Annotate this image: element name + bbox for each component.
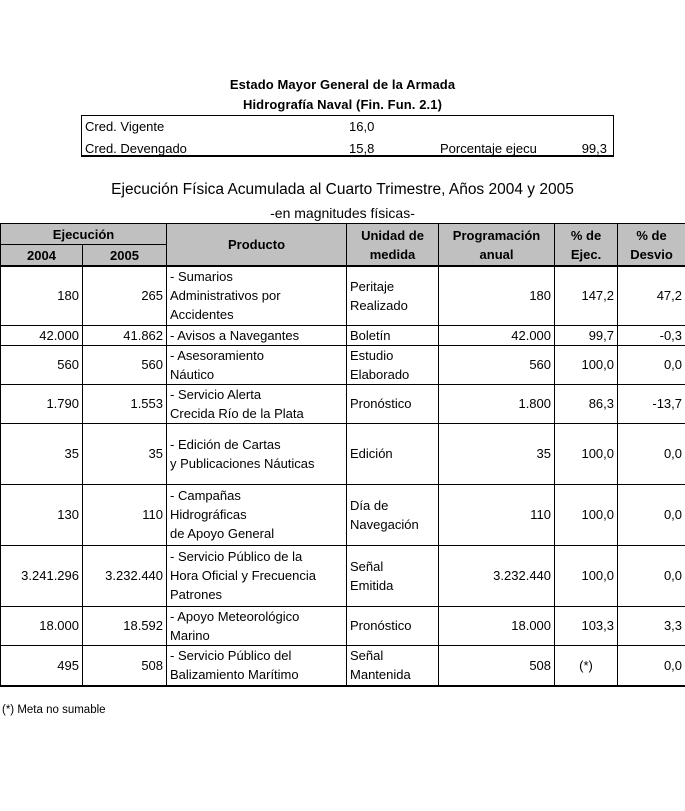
pct-ejec-cell: 100,0 [555, 484, 618, 545]
year-2004-cell: 3.241.296 [1, 545, 83, 606]
year-2005-cell: 110 [83, 484, 167, 545]
header-year-2004: 2004 [1, 245, 83, 267]
unit-cell: Señal Emitida [347, 545, 439, 606]
year-2004-cell: 35 [1, 423, 83, 484]
year-2004-cell: 560 [1, 345, 83, 384]
pct-ejec-cell: 100,0 [555, 423, 618, 484]
header-producto: Producto [167, 224, 347, 267]
year-2004-cell: 42.000 [1, 325, 83, 345]
execution-percentage-value: 99,3 [581, 141, 607, 156]
product-cell: - Servicio Público de la Hora Oficial y Frecuencia Patrones [167, 545, 347, 606]
table-row [1, 384, 685, 423]
unit-cell: Día de Navegación [347, 484, 439, 545]
programacion-cell: 42.000 [439, 325, 555, 345]
credit-devengado-value: 15,8 [349, 141, 375, 156]
pct-ejec-cell: 100,0 [555, 345, 618, 384]
credit-vigente-value: 16,0 [349, 119, 375, 134]
pct-desvio-cell: 0,0 [618, 484, 685, 545]
report-title: Ejecución Física Acumulada al Cuarto Trimestre, Años 2004 y 2005 [111, 181, 574, 198]
unit-cell: Edición [347, 423, 439, 484]
year-2004-cell: 180 [1, 266, 83, 325]
credit-devengado-row [82, 141, 613, 161]
year-2005-cell: 35 [83, 423, 167, 484]
year-2005-cell: 18.592 [83, 606, 167, 645]
pct-desvio-cell: 0,0 [618, 545, 685, 606]
header-programacion: Programación anual [439, 224, 555, 267]
pct-ejec-cell: 99,7 [555, 325, 618, 345]
execution-table [0, 223, 685, 687]
credit-vigente-label: Cred. Vigente [85, 119, 165, 134]
year-2004-cell: 495 [1, 645, 83, 686]
table-row [1, 606, 685, 645]
year-2004-cell: 18.000 [1, 606, 83, 645]
year-2005-cell: 41.862 [83, 325, 167, 345]
pct-desvio-cell: 47,2 [618, 266, 685, 325]
product-cell: - Avisos a Navegantes [167, 325, 347, 345]
pct-ejec-cell: (*) [555, 645, 618, 686]
year-2004-cell: 1.790 [1, 384, 83, 423]
unit-cell: Peritaje Realizado [347, 266, 439, 325]
unit-cell: Pronóstico [347, 384, 439, 423]
pct-desvio-cell: 0,0 [618, 645, 685, 686]
pct-desvio-cell: -13,7 [618, 384, 685, 423]
credit-summary-box [81, 115, 614, 157]
programacion-cell: 3.232.440 [439, 545, 555, 606]
program-title: Hidrografía Naval (Fin. Fun. 2.1) [242, 97, 443, 112]
programacion-cell: 1.800 [439, 384, 555, 423]
product-cell: - Apoyo Meteorológico Marino [167, 606, 347, 645]
programacion-cell: 35 [439, 423, 555, 484]
product-cell: - Edición de Cartas y Publicaciones Náuticas [167, 423, 347, 484]
credit-vigente-row [82, 119, 613, 139]
pct-ejec-cell: 147,2 [555, 266, 618, 325]
programacion-cell: 110 [439, 484, 555, 545]
unit-cell: Estudio Elaborado [347, 345, 439, 384]
programacion-cell: 18.000 [439, 606, 555, 645]
year-2005-cell: 560 [83, 345, 167, 384]
organization-title: Estado Mayor General de la Armada [229, 77, 456, 92]
execution-percentage-label: Porcentaje ejecu [440, 141, 537, 156]
pct-ejec-cell: 100,0 [555, 545, 618, 606]
header-unidad: Unidad de medida [347, 224, 439, 267]
year-2004-cell: 130 [1, 484, 83, 545]
year-2005-cell: 1.553 [83, 384, 167, 423]
year-2005-cell: 508 [83, 645, 167, 686]
product-cell: - Sumarios Administrativos por Accidentes [167, 266, 347, 325]
product-cell: - Asesoramiento Náutico [167, 345, 347, 384]
table-row [1, 484, 685, 545]
product-cell: - Campañas Hidrográficas de Apoyo General [167, 484, 347, 545]
table-row [1, 345, 685, 384]
pct-ejec-cell: 86,3 [555, 384, 618, 423]
programacion-cell: 180 [439, 266, 555, 325]
product-cell: - Servicio Alerta Crecida Río de la Plata [167, 384, 347, 423]
table-row [1, 645, 685, 686]
pct-desvio-cell: -0,3 [618, 325, 685, 345]
header-pct-ejec: % de Ejec. [555, 224, 618, 267]
table-row [1, 545, 685, 606]
pct-ejec-cell: 103,3 [555, 606, 618, 645]
report-subtitle: -en magnitudes físicas- [270, 205, 415, 221]
programacion-cell: 560 [439, 345, 555, 384]
pct-desvio-cell: 3,3 [618, 606, 685, 645]
header-year-2005: 2005 [83, 245, 167, 267]
header-pct-desvio: % de Desvio [618, 224, 685, 267]
footnote: (*) Meta no sumable [2, 704, 106, 716]
credit-devengado-label: Cred. Devengado [85, 141, 187, 156]
unit-cell: Pronóstico [347, 606, 439, 645]
year-2005-cell: 265 [83, 266, 167, 325]
pct-desvio-cell: 0,0 [618, 423, 685, 484]
product-cell: - Servicio Público del Balizamiento Marítimo [167, 645, 347, 686]
programacion-cell: 508 [439, 645, 555, 686]
year-2005-cell: 3.232.440 [83, 545, 167, 606]
table-row [1, 423, 685, 484]
header-ejecucion: Ejecución [1, 224, 167, 245]
pct-desvio-cell: 0,0 [618, 345, 685, 384]
unit-cell: Boletín [347, 325, 439, 345]
unit-cell: Señal Mantenida [347, 645, 439, 686]
table-row [1, 325, 685, 345]
table-row [1, 266, 685, 325]
